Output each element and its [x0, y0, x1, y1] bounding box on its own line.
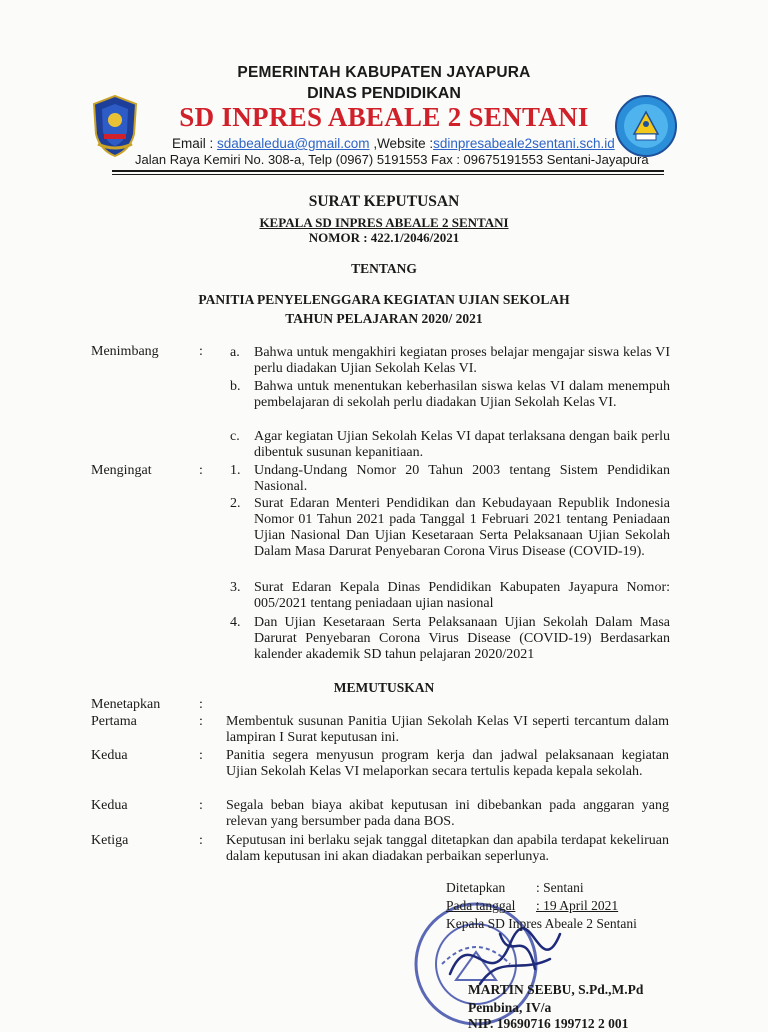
decision-text: Keputusan ini berlaku sejak tanggal ditetapkan dan apabila terdapat kekeliruan dalam keputusan ini akan diadakan perbaikan seperlunya.: [226, 833, 669, 864]
document-topic-line2: TAHUN PELAJARAN 2020/ 2021: [285, 311, 483, 326]
menimbang-item: Agar kegiatan Ujian Sekolah Kelas VI dapat terlaksana dengan baik perlu dibentuk susunan kepanitiaan.: [254, 429, 670, 460]
signer-name: MARTIN SEEBU, S.Pd.,M.Pd: [468, 982, 644, 997]
list-item-mark: c.: [230, 429, 240, 444]
document-title: SURAT KEPUTUSAN: [308, 193, 460, 210]
website-link[interactable]: sdinpresabeale2sentani.sch.id: [433, 136, 615, 151]
menimbang-item: Bahwa untuk menentukan keberhasilan siswa kelas VI dalam menempuh pembelajaran di sekolah perlu diadakan Ujian Sekolah Kelas VI.: [254, 379, 670, 410]
decision-heading: MEMUTUSKAN: [333, 680, 435, 695]
menimbang-item: Bahwa untuk mengakhiri kegiatan proses belajar mengajar siswa kelas VI perlu diadakan Ujian Sekolah Kelas VI.: [254, 345, 670, 376]
menimbang-label: Menimbang: [91, 344, 159, 359]
list-item-mark: 4.: [230, 615, 241, 630]
list-item-mark: 2.: [230, 496, 241, 511]
set-date-label: Pada tanggal: [446, 898, 516, 913]
menimbang-colon: :: [199, 344, 203, 359]
signer-position: Kepala SD Inpres Abeale 2 Sentani: [446, 916, 637, 931]
mengingat-item: Undang-Undang Nomor 20 Tahun 2003 tentang Sistem Pendidikan Nasional.: [254, 463, 670, 494]
menetapkan-label: Menetapkan: [91, 697, 161, 712]
department-name: DINAS PENDIDIKAN: [307, 85, 461, 102]
email-label: Email :: [172, 136, 218, 151]
document-about: TENTANG: [351, 261, 417, 276]
decision-colon: :: [199, 833, 203, 848]
set-date-value: : 19 April 2021: [536, 898, 619, 913]
decision-label: Ketiga: [91, 833, 129, 848]
decision-colon: :: [199, 798, 203, 813]
decision-label: Kedua: [91, 748, 128, 763]
mengingat-item: Surat Edaran Kepala Dinas Pendidikan Kabupaten Jayapura Nomor: 005/2021 tentang peniadaan ujian nasional: [254, 580, 670, 611]
decision-label: Pertama: [91, 714, 137, 729]
set-location-label: Ditetapkan: [446, 880, 506, 895]
letterhead-rule-thin: [112, 174, 664, 175]
email-link[interactable]: sdabealedua@gmail.com: [217, 136, 370, 151]
website-label: ,Website :: [369, 136, 434, 151]
signer-rank: Pembina, IV/a: [468, 1000, 552, 1015]
list-item-mark: 3.: [230, 580, 241, 595]
mengingat-item: Surat Edaran Menteri Pendidikan dan Kebudayaan Republik Indonesia Nomor 01 Tahun 2021 pada Tanggal 1 Februari 2021 tentang Peniadaan Ujian Nasional Dan Ujian Kesetaraan Serta Pelaksanaan Ujian Sekolah Dalam Masa Darurat Penyebaran Corona Virus Disease (COVID-19).: [254, 496, 670, 559]
mengingat-item: Dan Ujian Kesetaraan Serta Pelaksanaan Ujian Sekolah Dalam Masa Darurat Penyebaran Corona Virus Disease (COVID-19) Berdasarkan kalender akademik SD tahun pelajaran 2020/2021: [254, 615, 670, 662]
school-address: Jalan Raya Kemiri No. 308-a, Telp (0967) 5191553 Fax : 09675191553 Sentani-Jayapura: [135, 152, 649, 167]
mengingat-label: Mengingat: [91, 463, 152, 478]
menetapkan-colon: :: [199, 697, 203, 712]
decision-colon: :: [199, 748, 203, 763]
decision-colon: :: [199, 714, 203, 729]
mengingat-colon: :: [199, 463, 203, 478]
set-location-value: : Sentani: [536, 880, 584, 895]
document-topic-line1: PANITIA PENYELENGGARA KEGIATAN UJIAN SEKOLAH: [198, 292, 570, 307]
document-number: NOMOR : 422.1/2046/2021: [308, 230, 460, 245]
contact-line: [172, 136, 615, 151]
decision-text: Membentuk susunan Panitia Ujian Sekolah Kelas VI seperti tercantum dalam lampiran I Surat keputusan ini.: [226, 714, 669, 745]
decision-label: Kedua: [91, 798, 128, 813]
document-subtitle: KEPALA SD INPRES ABEALE 2 SENTANI: [259, 215, 509, 230]
signer-nip: NIP. 19690716 199712 2 001: [468, 1016, 629, 1031]
government-name: PEMERINTAH KABUPATEN JAYAPURA: [237, 64, 531, 81]
decision-text: Panitia segera menyusun program kerja dan jadwal pelaksanaan kegiatan Ujian Sekolah Kelas VI melaporkan secara tertulis kepada kepala sekolah.: [226, 748, 669, 779]
list-item-mark: 1.: [230, 463, 241, 478]
list-item-mark: b.: [230, 379, 241, 394]
school-name: SD INPRES ABEALE 2 SENTANI: [179, 102, 589, 132]
list-item-mark: a.: [230, 345, 240, 360]
letterhead-rule-thick: [112, 170, 664, 172]
decision-text: Segala beban biaya akibat keputusan ini dibebankan pada anggaran yang relevan yang bersumber pada dana BOS.: [226, 798, 669, 829]
